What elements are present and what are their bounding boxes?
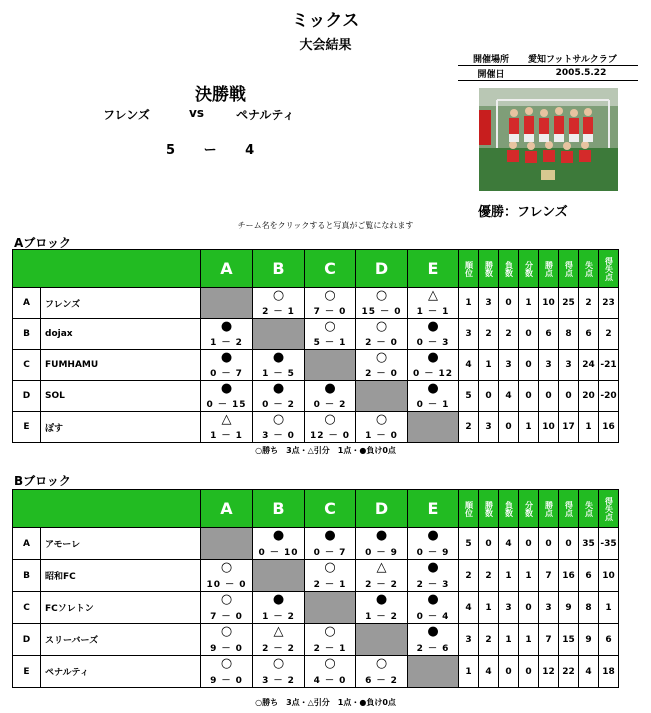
stat-cell: 0 [479,381,499,412]
row-letter: B [13,319,41,350]
stat-cell: 0 [519,381,539,412]
stat-header: 得失点 [599,490,619,528]
row-letter: D [13,624,41,656]
venue-date-label: 開催日 [477,69,505,80]
self-match-cell [201,528,253,560]
stat-cell: 2 [459,560,479,592]
stat-header: 得点 [559,490,579,528]
result-mark-icon: ● [427,624,439,639]
final-score-left: 5 [166,143,177,158]
match-cell [201,319,253,350]
stat-cell: 0 [539,528,559,560]
result-mark-icon: ● [427,381,439,396]
stat-cell: 15 [559,624,579,656]
venue-date: 2005.5.22 [555,68,607,78]
team-name-link[interactable]: SOL [41,381,201,412]
team-name-link[interactable]: FUMHAMU [41,350,201,381]
result-mark-icon: ○ [375,288,388,303]
block-a-table [12,249,619,443]
result-mark-icon: ○ [220,592,233,607]
stat-cell: 6 [579,319,599,350]
match-score: 2 － 1 [313,644,347,654]
match-score: 0 － 2 [313,400,347,410]
match-cell [356,288,408,319]
stat-cell: 3 [459,319,479,350]
result-mark-icon: ● [375,528,388,543]
match-score: 0 － 7 [313,548,347,558]
venue-info [458,51,638,81]
stat-cell: 3 [479,288,499,319]
result-mark-icon: △ [376,560,387,575]
stat-cell: 1 [499,560,519,592]
stat-cell: 0 [499,412,519,443]
stat-header: 勝点 [539,490,559,528]
match-cell [356,656,408,688]
match-score: 0 － 3 [416,338,450,348]
stat-cell: 4 [499,528,519,560]
page-subtitle: 大会結果 [299,38,352,53]
stat-header: 負数 [499,490,519,528]
block-a-title: Aブロック [14,236,72,250]
match-score: 0 － 1 [416,400,450,410]
col-header-e: E [408,490,459,528]
stat-cell: 16 [559,560,579,592]
team-name-link[interactable]: FCソレトン [41,592,201,624]
match-score: 0 － 2 [262,400,295,410]
result-mark-icon: ● [324,381,336,396]
match-cell [305,412,356,443]
row-letter: B [13,560,41,592]
stat-cell: 1 [479,592,499,624]
stat-cell: 3 [559,350,579,381]
team-name-link[interactable]: ぽす [41,412,201,443]
stat-cell: 0 [519,319,539,350]
match-cell [408,624,459,656]
stat-cell: 0 [539,381,559,412]
result-mark-icon: ○ [220,656,233,671]
row-letter: E [13,656,41,688]
match-score: 1 － 1 [416,307,450,317]
match-cell [408,560,459,592]
stat-cell: 3 [539,592,559,624]
table-row [13,319,619,350]
stat-cell: 0 [499,288,519,319]
match-score: 0 － 7 [210,369,243,379]
match-score: 0 － 15 [206,400,247,410]
stat-header: 負数 [499,250,519,288]
stat-header: 勝数 [479,490,499,528]
stat-cell: 1 [459,656,479,688]
match-score: 1 － 0 [365,431,398,441]
row-letter: A [13,528,41,560]
self-match-cell [253,560,305,592]
match-cell [305,624,356,656]
stat-cell: 0 [519,656,539,688]
stat-cell: 1 [479,350,499,381]
stat-cell: 18 [599,656,619,688]
stat-header: 得失点 [599,250,619,288]
table-row [13,288,619,319]
self-match-cell [408,412,459,443]
table-row [13,350,619,381]
match-score: 2 － 1 [262,307,295,317]
result-mark-icon: ● [272,592,285,607]
stat-cell: 7 [539,624,559,656]
result-mark-icon: △ [273,624,284,639]
team-name-link[interactable]: ペナルティ [41,656,201,688]
self-match-cell [201,288,253,319]
final-score-dash: ー [203,143,218,158]
stat-cell: 23 [599,288,619,319]
result-mark-icon: ○ [220,624,233,639]
stat-cell: 9 [559,592,579,624]
stat-cell: 3 [499,350,519,381]
result-mark-icon: ● [427,350,439,365]
match-score: 9 － 0 [210,676,243,686]
result-mark-icon: ○ [324,624,336,639]
result-mark-icon: ○ [375,350,388,365]
result-mark-icon: ● [427,560,439,575]
table-row [13,412,619,443]
match-score: 7 － 0 [313,307,347,317]
stat-cell: 4 [579,656,599,688]
match-score: 2 － 6 [416,644,450,654]
match-cell [408,528,459,560]
stat-cell: 10 [539,412,559,443]
match-cell [201,656,253,688]
match-cell [253,288,305,319]
match-score: 7 － 0 [210,612,243,622]
stat-cell: 2 [479,560,499,592]
result-mark-icon: ○ [324,560,336,575]
stat-cell: 1 [459,288,479,319]
table-row [13,592,619,624]
match-score: 15 － 0 [361,307,402,317]
match-cell [305,319,356,350]
stat-cell: 25 [559,288,579,319]
result-mark-icon: ○ [324,319,336,334]
stat-cell: 17 [559,412,579,443]
stat-cell: 3 [479,412,499,443]
match-cell [356,319,408,350]
self-match-cell [305,592,356,624]
stat-cell: 16 [599,412,619,443]
match-cell [201,624,253,656]
match-cell [253,412,305,443]
table-row [13,560,619,592]
match-score: 1 － 5 [262,369,295,379]
stat-header: 勝点 [539,250,559,288]
match-score: 2 － 3 [416,580,450,590]
table-row [13,381,619,412]
stat-cell: 3 [459,624,479,656]
match-score: 1 － 2 [262,612,295,622]
table-row [13,656,619,688]
stat-cell: 0 [479,528,499,560]
table-row [13,528,619,560]
block-b-title: Bブロック [14,474,71,488]
match-cell [201,412,253,443]
self-match-cell [356,381,408,412]
match-cell [305,381,356,412]
match-score: 0 － 9 [416,548,450,558]
row-letter: C [13,592,41,624]
col-header-b: B [253,490,305,528]
col-header-e: E [408,250,459,288]
match-score: 2 － 2 [262,644,295,654]
stat-cell: 2 [579,288,599,319]
team-photo [479,88,618,191]
match-cell [356,528,408,560]
col-header-c: C [305,250,356,288]
stat-cell: 8 [579,592,599,624]
result-mark-icon: ● [272,350,285,365]
stat-cell: 35 [579,528,599,560]
stat-cell: 2 [479,319,499,350]
stat-cell: 2 [599,319,619,350]
result-mark-icon: △ [221,412,232,427]
stat-cell: 5 [459,381,479,412]
stat-cell: -35 [599,528,619,560]
match-cell [408,288,459,319]
match-score: 1 － 1 [210,431,243,441]
match-score: 0 － 9 [365,548,398,558]
match-score: 9 － 0 [210,644,243,654]
col-header-c: C [305,490,356,528]
row-letter: D [13,381,41,412]
result-mark-icon: ○ [272,656,285,671]
venue-place-row [458,51,638,66]
match-score: 2 － 0 [365,338,398,348]
stat-cell: 1 [519,560,539,592]
col-header-b: B [253,250,305,288]
team-name-link[interactable]: スリーバーズ [41,624,201,656]
stat-cell: 1 [519,288,539,319]
result-mark-icon: △ [428,288,438,303]
result-mark-icon: ● [375,592,388,607]
col-header-a: A [201,250,253,288]
stat-cell: 8 [559,319,579,350]
match-cell [356,412,408,443]
match-score: 1 － 2 [210,338,243,348]
stat-cell: 4 [459,592,479,624]
stat-cell: 0 [519,350,539,381]
stat-header: 分数 [519,250,539,288]
match-cell [253,350,305,381]
result-mark-icon: ● [324,528,336,543]
team-photo-image [479,88,618,191]
match-score: 6 － 2 [365,676,398,686]
result-mark-icon: ● [427,528,439,543]
stat-cell: 10 [539,288,559,319]
result-mark-icon: ○ [220,560,233,575]
result-mark-icon: ○ [272,288,285,303]
stat-cell: 0 [499,656,519,688]
venue-place: 愛知フットサルクラブ [528,54,617,65]
stat-cell: -20 [599,381,619,412]
result-mark-icon: ○ [375,319,388,334]
stat-cell: 22 [559,656,579,688]
match-cell [305,560,356,592]
final-vs: vs [189,106,204,120]
match-cell [305,656,356,688]
row-letter: E [13,412,41,443]
match-cell [201,350,253,381]
header-row [13,490,619,528]
venue-place-label: 開催場所 [472,54,509,65]
stat-cell: 4 [479,656,499,688]
stat-cell: 4 [459,350,479,381]
match-score: 0 － 4 [416,612,450,622]
self-match-cell [408,656,459,688]
final-label: 決勝戦 [195,85,246,105]
stat-cell: 3 [539,350,559,381]
self-match-cell [356,624,408,656]
result-mark-icon: ○ [324,656,336,671]
match-score: 2 － 1 [313,580,347,590]
match-cell [356,350,408,381]
stat-cell: 10 [599,560,619,592]
stat-cell: 3 [499,592,519,624]
final-team-left[interactable]: フレンズ [103,108,150,122]
match-cell [356,592,408,624]
result-mark-icon: ○ [375,412,388,427]
stat-cell: 2 [459,412,479,443]
block-b-legend: ○勝ち 3点・△引分 1点・●負け0点 [255,698,396,707]
stat-cell: 1 [579,412,599,443]
self-match-cell [305,350,356,381]
match-cell [201,592,253,624]
match-cell [408,381,459,412]
match-score: 0 － 12 [412,369,454,379]
stat-cell: 9 [579,624,599,656]
match-cell [253,624,305,656]
match-cell [305,288,356,319]
result-mark-icon: ○ [375,656,388,671]
stat-header: 順位 [459,250,479,288]
stat-cell: 12 [539,656,559,688]
match-cell [253,656,305,688]
stat-header: 得点 [559,250,579,288]
match-cell [408,592,459,624]
match-score: 10 － 0 [206,580,247,590]
match-cell [408,350,459,381]
stat-cell: 1 [519,624,539,656]
result-mark-icon: ● [427,319,439,334]
stat-cell: 6 [539,319,559,350]
stat-cell: 0 [519,528,539,560]
stat-cell: 2 [479,624,499,656]
stat-cell: 1 [599,592,619,624]
match-score: 2 － 2 [365,580,398,590]
stat-cell: 1 [519,412,539,443]
result-mark-icon: ● [220,350,233,365]
match-cell [201,381,253,412]
final-score [166,139,255,158]
team-name-link[interactable]: 昭和FC [41,560,201,592]
block-a-legend: ○勝ち 3点・△引分 1点・●負け0点 [255,446,396,455]
final-team-right[interactable]: ペナルティ [236,108,295,122]
match-score: 0 － 10 [258,548,299,558]
stat-cell: 2 [499,319,519,350]
match-cell [253,592,305,624]
stat-header: 失点 [579,490,599,528]
stat-header: 分数 [519,490,539,528]
venue-date-row [458,66,638,81]
stat-cell: 20 [579,381,599,412]
stat-cell: 24 [579,350,599,381]
team-name-link[interactable]: dojax [41,319,201,350]
col-header-a: A [201,490,253,528]
match-score: 3 － 0 [262,431,295,441]
match-cell [253,528,305,560]
row-letter: C [13,350,41,381]
match-cell [253,381,305,412]
col-header-d: D [356,490,408,528]
stat-cell: 0 [519,592,539,624]
team-name-link[interactable]: フレンズ [41,288,201,319]
stat-header: 勝数 [479,250,499,288]
result-mark-icon: ● [272,381,285,396]
winner-label: 優勝：フレンズ [478,205,568,220]
result-mark-icon: ● [220,319,233,334]
stat-cell: 6 [599,624,619,656]
stat-cell: -21 [599,350,619,381]
stat-cell: 1 [499,624,519,656]
team-name-link[interactable]: アモーレ [41,528,201,560]
row-letter: A [13,288,41,319]
result-mark-icon: ● [272,528,285,543]
match-cell [408,319,459,350]
result-mark-icon: ○ [272,412,285,427]
result-mark-icon: ● [220,381,233,396]
self-match-cell [253,319,305,350]
stat-cell: 0 [559,528,579,560]
match-score: 2 － 0 [365,369,398,379]
stat-header: 順位 [459,490,479,528]
match-score: 1 － 2 [365,612,398,622]
match-score: 3 － 2 [262,676,295,686]
match-cell [305,528,356,560]
result-mark-icon: ○ [324,288,336,303]
stat-cell: 6 [579,560,599,592]
match-cell [356,560,408,592]
stat-header: 失点 [579,250,599,288]
stat-cell: 7 [539,560,559,592]
match-score: 5 － 1 [313,338,347,348]
final-score-right: 4 [245,143,256,158]
stat-cell: 0 [559,381,579,412]
header-row [13,250,619,288]
page-title: ミックス [291,11,360,31]
block-b-table [12,489,619,688]
team-header-cell [13,490,201,528]
team-header-cell [13,250,201,288]
col-header-d: D [356,250,408,288]
match-score: 12 － 0 [309,431,351,441]
table-row [13,624,619,656]
stat-cell: 5 [459,528,479,560]
match-cell [201,560,253,592]
match-score: 4 － 0 [313,676,347,686]
result-mark-icon: ● [427,592,439,607]
stat-cell: 4 [499,381,519,412]
click-note: チーム名をクリックすると写真がご覧になれます [237,221,414,230]
result-mark-icon: ○ [324,412,336,427]
